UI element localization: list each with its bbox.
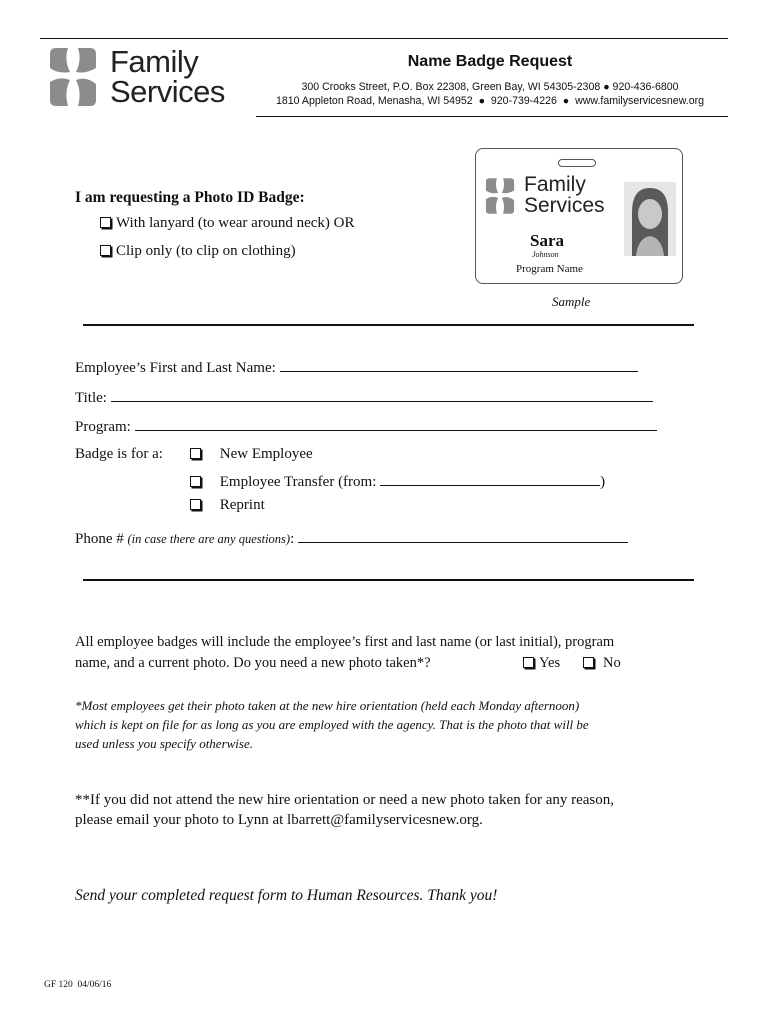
title-row: [75, 387, 653, 407]
bullet: ●: [475, 95, 488, 107]
info-line-1: All employee badges will include the employee’s first and last name (or last initial), program: [75, 634, 615, 650]
address-line-2: [252, 95, 728, 107]
no-checkbox[interactable]: [583, 657, 594, 668]
header-bottom-rule: [256, 116, 728, 117]
bullet: ●: [559, 95, 573, 107]
yes-label: Yes: [539, 655, 561, 671]
person-photo-icon: [624, 182, 676, 256]
name-row: [75, 357, 638, 377]
program-row: [75, 416, 657, 436]
badge-photo: [624, 182, 676, 256]
phone-label: Phone #: [75, 531, 124, 547]
phone-row: [75, 528, 628, 548]
phone-note: (in case there are any questions): [127, 532, 291, 546]
new-employee-label: New Employee: [219, 446, 313, 462]
option-clip[interactable]: [100, 243, 296, 260]
badge-last-name: Johnson: [532, 250, 559, 259]
bullet: ●: [603, 81, 610, 93]
note-line-2: which is kept on file for as long as you are employed with the agency. That is the photo that will be: [75, 717, 589, 732]
note-line-1: *Most employees get their photo taken at the new hire orientation (held each Monday afternoon): [75, 698, 580, 713]
address-menasha: 1810 Appleton Road, Menasha, WI 54952: [275, 95, 473, 107]
lanyard-label: With lanyard (to wear around neck) OR: [116, 215, 355, 231]
option-new-employee[interactable]: [190, 446, 313, 463]
reprint-label: Reprint: [219, 497, 265, 513]
logo-text-family: Family: [110, 44, 199, 79]
header-top-rule: [40, 38, 728, 39]
address-line-1: [260, 81, 720, 93]
title-label: Title:: [75, 390, 107, 406]
section-divider-2: [83, 579, 694, 581]
transfer-close-paren: ): [600, 474, 606, 490]
transfer-checkbox[interactable]: [190, 476, 201, 487]
section-divider-1: [83, 324, 694, 326]
badge-sample-card: [475, 148, 683, 284]
badge-slot: [558, 159, 596, 167]
transfer-from-field[interactable]: [380, 471, 600, 486]
badge-program-name: Program Name: [516, 263, 583, 275]
website-link[interactable]: www.familyservicesnew.org: [575, 95, 705, 107]
title-field[interactable]: [111, 387, 653, 402]
program-field[interactable]: [135, 416, 657, 431]
new-employee-checkbox[interactable]: [190, 448, 201, 459]
option-reprint[interactable]: [190, 497, 265, 514]
logo-text-services: Services: [110, 74, 225, 109]
name-label: Employee’s First and Last Name:: [75, 360, 276, 376]
clip-label: Clip only (to clip on clothing): [116, 243, 296, 259]
transfer-label: Employee Transfer (from:: [219, 474, 377, 490]
phone-field[interactable]: [298, 528, 628, 543]
clip-checkbox[interactable]: [100, 245, 111, 256]
badge-sample-caption: Sample: [552, 294, 591, 309]
phone-colon: :: [290, 531, 295, 547]
badge-first-name: Sara: [530, 231, 564, 250]
info-line-2: name, and a current photo. Do you need a new photo taken*?: [75, 655, 431, 671]
email-line-1: **If you did not attend the new hire orientation or need a new photo taken for any reason,: [75, 792, 614, 808]
phone-menasha: 920-739-4226: [490, 95, 557, 107]
option-lanyard[interactable]: [100, 215, 354, 232]
program-label: Program:: [75, 419, 131, 435]
family-services-logo: [44, 46, 244, 110]
form-code: GF 120 04/06/16: [44, 980, 112, 990]
badge-logo-mark-icon: [482, 177, 518, 215]
email-line-2: please email your photo to Lynn at lbarrett@familyservicesnew.org.: [75, 812, 483, 828]
name-field[interactable]: [280, 357, 638, 372]
phone-green-bay: 920-436-6800: [612, 81, 679, 93]
request-heading: I am requesting a Photo ID Badge:: [75, 189, 305, 206]
lanyard-checkbox[interactable]: [100, 217, 111, 228]
logo-mark-icon: [44, 46, 102, 108]
closing-text: Send your completed request form to Human Resources. Thank you!: [75, 887, 498, 904]
note-line-3: used unless you specify otherwise.: [75, 736, 253, 751]
badge-logo-services: Services: [524, 194, 605, 217]
address-green-bay: 300 Crooks Street, P.O. Box 22308, Green Bay, WI 54305-2308: [301, 81, 601, 93]
badge-logo-family: Family: [524, 173, 586, 196]
no-label: No: [603, 655, 621, 671]
option-no[interactable]: [583, 655, 621, 672]
reprint-checkbox[interactable]: [190, 499, 201, 510]
page-title: Name Badge Request: [407, 53, 573, 70]
option-transfer[interactable]: [190, 471, 605, 491]
yes-checkbox[interactable]: [523, 657, 534, 668]
badge-for-label: Badge is for a:: [75, 446, 163, 462]
option-yes[interactable]: [523, 655, 560, 672]
